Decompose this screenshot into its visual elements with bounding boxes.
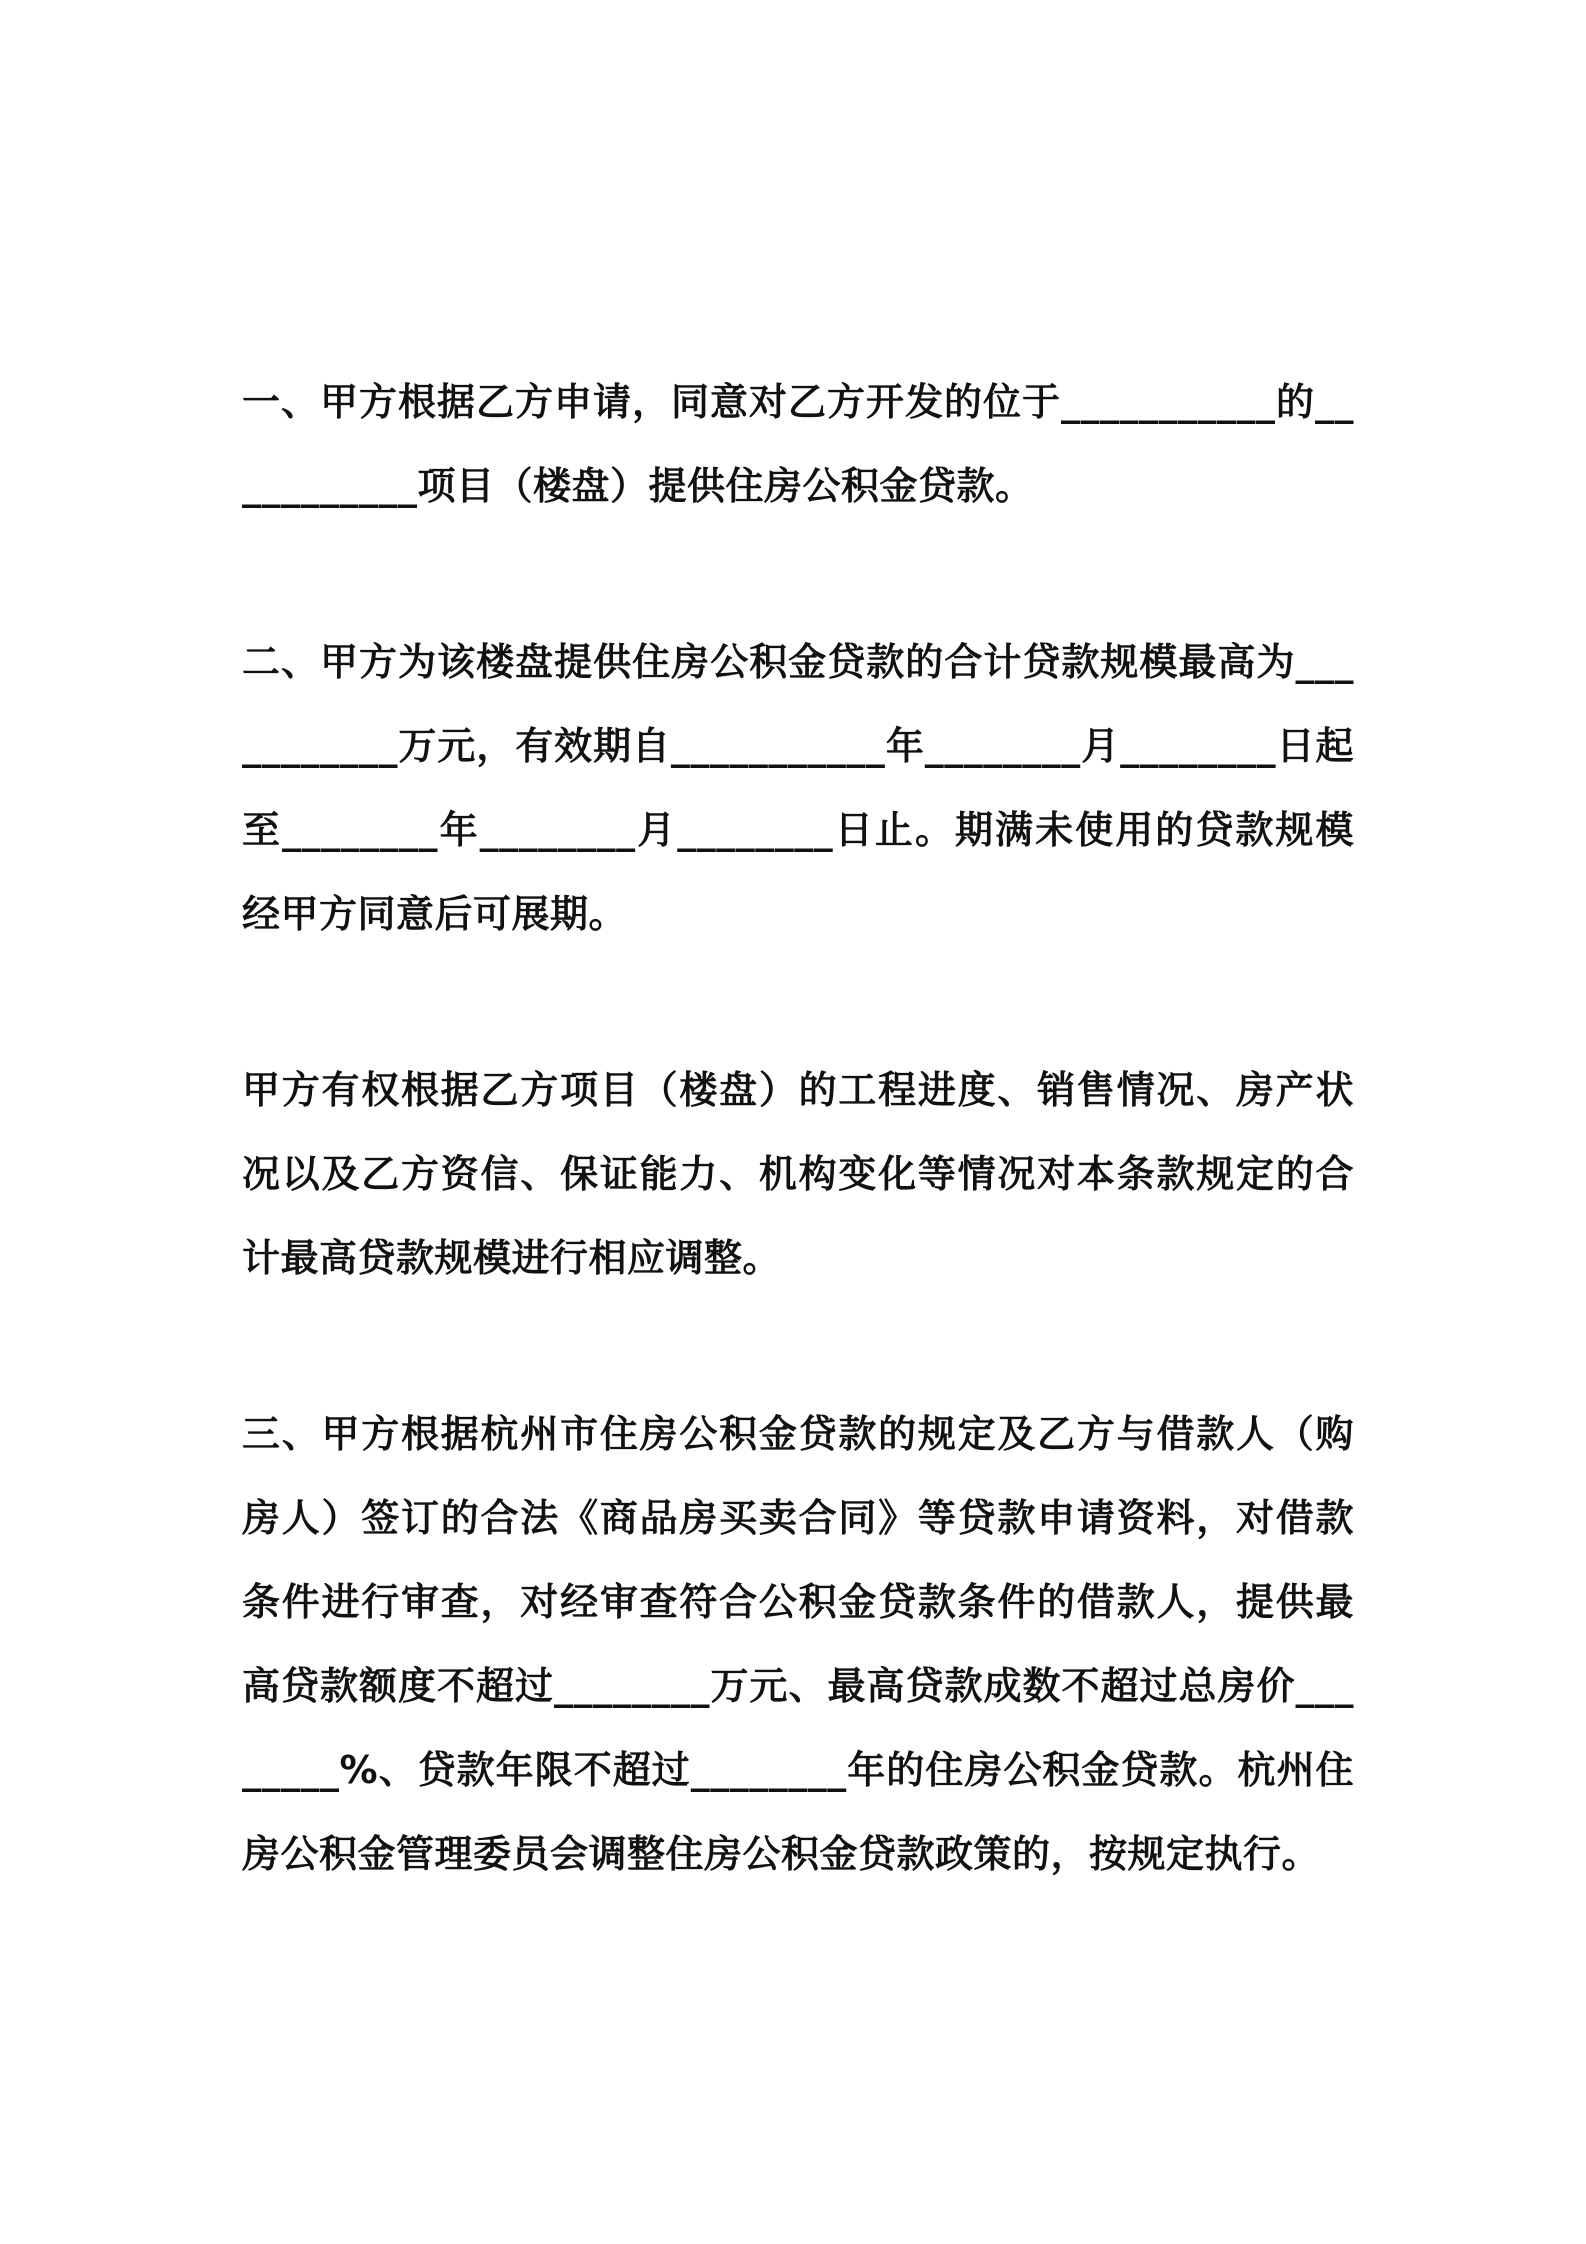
document-body	[242, 360, 1354, 1896]
clause-three-paragraph: 三、甲方根据杭州市住房公积金贷款的规定及乙方与借款人（购房人）签订的合法《商品房买卖合同》等贷款申请资料，对借款条件进行审查，对经审查符合公积金贷款条件的借款人，提供最高贷款额度不超过________万元、最高贷款成数不超过总房价________%、贷款年限不超过________年的住房公积金贷款。杭州住房公积金管理委员会调整住房公积金贷款政策的，按规定执行。	[242, 1412, 1354, 1876]
clause-two-paragraph: 二、甲方为该楼盘提供住房公积金贷款的合计贷款规模最高为___________万元，有效期自___________年________月________日起至________年________月________日止。期满未使用的贷款规模经甲方同意后可展期。	[242, 640, 1354, 936]
clause-one-paragraph: 一、甲方根据乙方申请，同意对乙方开发的位于___________的___________项目（楼盘）提供住房公积金贷款。	[242, 380, 1354, 508]
clause-two-adjustment-paragraph: 甲方有权根据乙方项目（楼盘）的工程进度、销售情况、房产状况以及乙方资信、保证能力、机构变化等情况对本条款规定的合计最高贷款规模进行相应调整。	[242, 1068, 1354, 1280]
